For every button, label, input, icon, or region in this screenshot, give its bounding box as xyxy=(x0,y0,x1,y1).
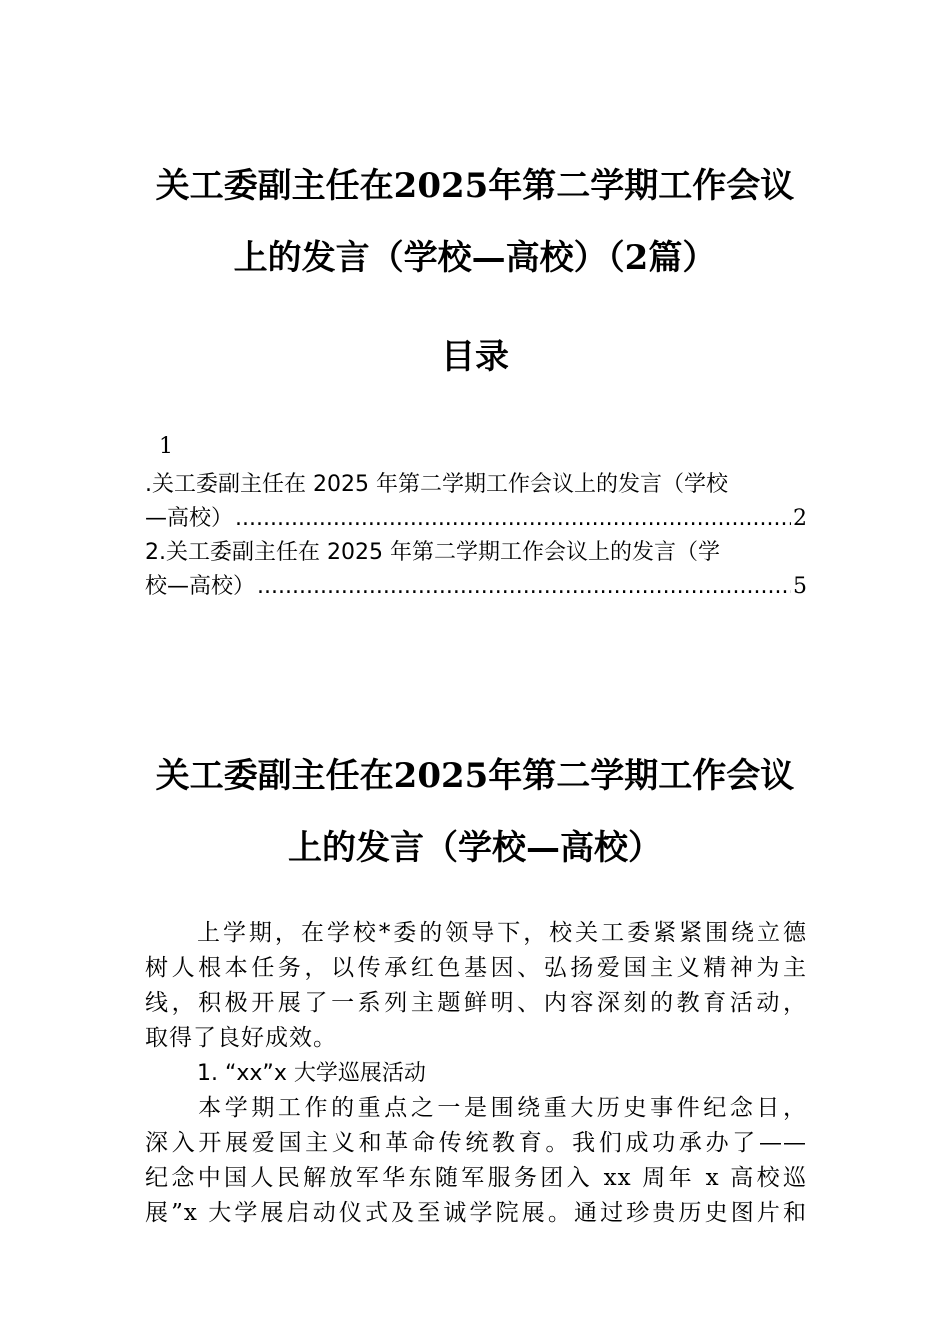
paragraph-line: 本学期工作的重点之一是围绕重大历史事件纪念日， xyxy=(145,1095,807,1121)
body-text xyxy=(145,916,807,1231)
toc-entry-1-line-1[interactable]: .关工委副主任在 2025 年第二学期工作会议上的发言（学校 xyxy=(145,472,728,497)
document-title xyxy=(120,150,830,294)
toc-entry-2-page: 5 xyxy=(793,574,807,599)
document-title-line-1: 关工委副主任在2025年第二学期工作会议 xyxy=(155,166,795,206)
paragraph-line: 纪念中国人民解放军华东随军服务团入 xx 周年 x 高校巡 xyxy=(145,1165,807,1191)
section-title xyxy=(120,740,830,884)
toc-entry-1-page: 2 xyxy=(793,506,807,531)
document-title-line-2: 上的发言（学校—高校）（2篇） xyxy=(233,238,717,278)
toc-leader-dots xyxy=(257,570,791,604)
paragraph-1 xyxy=(145,916,807,1056)
paragraph-line: 取得了良好成效。 xyxy=(145,1025,337,1051)
toc-entry-1-text: —高校） xyxy=(145,506,234,531)
paragraph-line: 深入开展爱国主义和革命传统教育。我们成功承办了—— xyxy=(145,1130,807,1156)
toc-entry-1-line-2[interactable] xyxy=(145,502,807,536)
paragraph-line: 展”x 大学展启动仪式及至诚学院展。通过珍贵历史图片和 xyxy=(145,1200,807,1226)
toc-entry-1-number: 1 xyxy=(159,434,173,459)
toc-heading: 目录 xyxy=(441,337,509,377)
toc-entry-2-line-2[interactable] xyxy=(145,570,807,604)
section-title-line-2: 上的发言（学校—高校） xyxy=(288,828,662,868)
toc-entry-2-line-1[interactable]: 2.关工委副主任在 2025 年第二学期工作会议上的发言（学 xyxy=(145,540,720,565)
paragraph-2 xyxy=(145,1091,807,1231)
toc-entry-2-text: 校—高校） xyxy=(145,574,256,599)
paragraph-line: 树人根本任务，以传承红色基因、弘扬爱国主义精神为主 xyxy=(145,955,807,981)
toc-leader-dots xyxy=(235,502,791,536)
paragraph-line: 上学期，在学校*委的领导下，校关工委紧紧围绕立德 xyxy=(145,920,807,946)
paragraph-line: 线，积极开展了一系列主题鲜明、内容深刻的教育活动， xyxy=(145,990,807,1016)
section-title-line-1: 关工委副主任在2025年第二学期工作会议 xyxy=(155,756,795,796)
section-heading-1: 1. “xx”x 大学巡展活动 xyxy=(197,1061,426,1086)
